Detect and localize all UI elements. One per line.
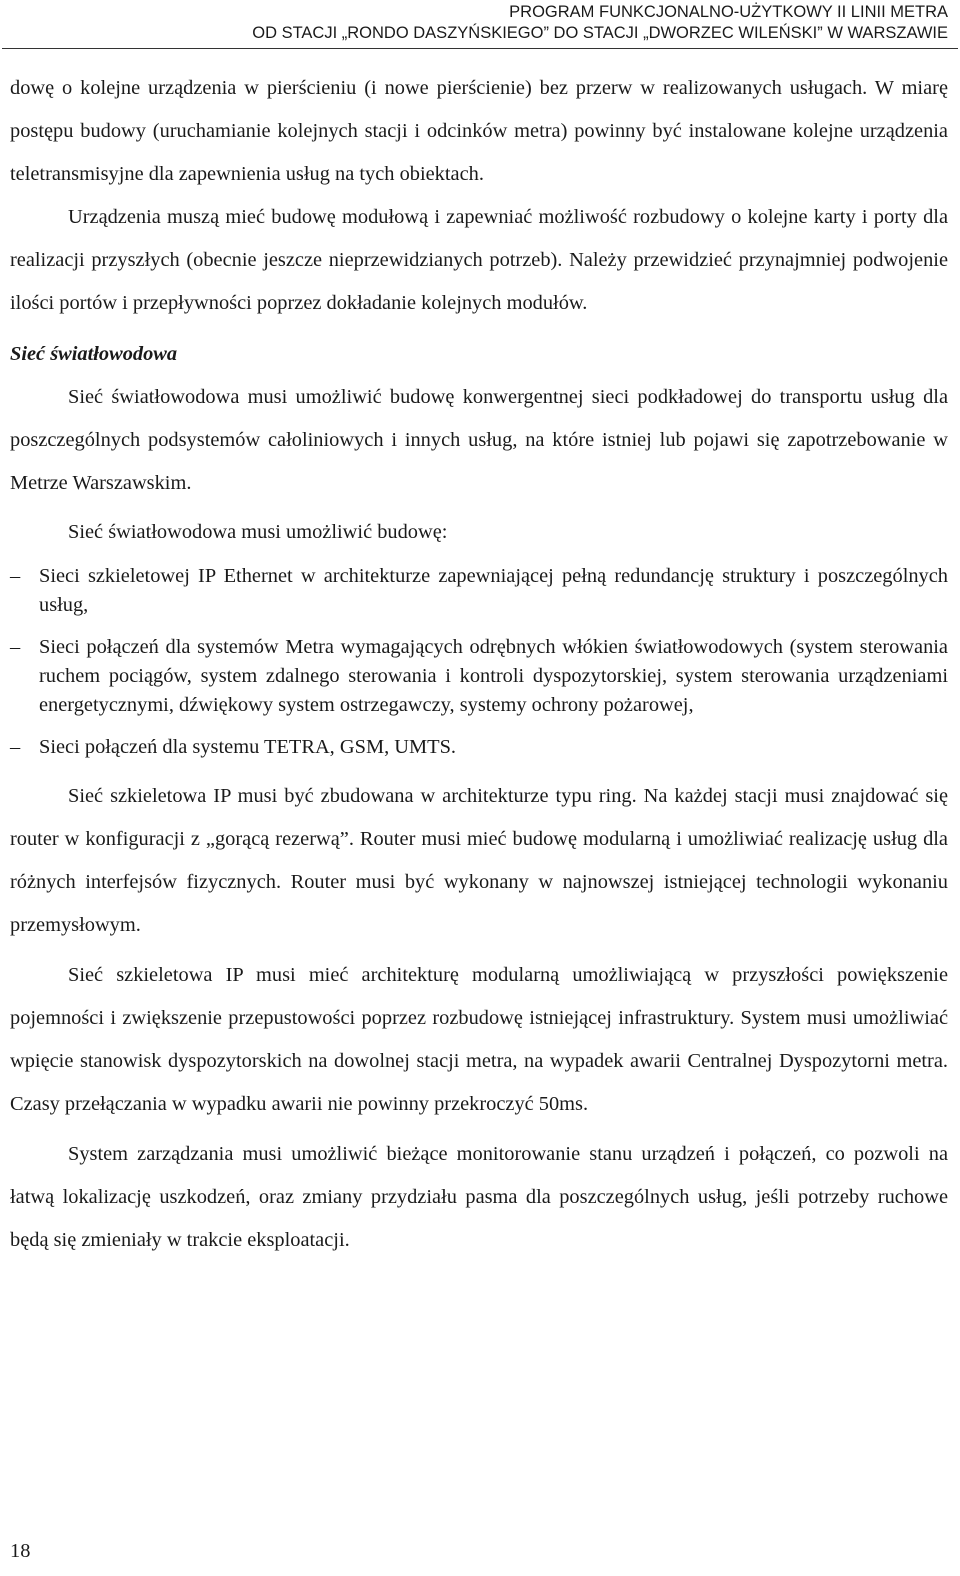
section-heading: Sieć światłowodowa <box>10 343 178 365</box>
bullet-list <box>10 562 948 762</box>
paragraph-modular-architecture: Sieć szkieletowa IP musi mieć architekturę modularną umożliwiającą w przyszłości powiększenie pojemności i zwiększenie przepustowości poprzez rozbudowę istniejącej infrastruktury. System musi umożliwiać wpięcie stanowisk dyspozytorskich na dowolnej stacji metra, na wypadek awarii Centralnej Dyspozytorni metra. Czasy przełączania w wypadku awarii nie powinny przekroczyć 50ms. <box>10 964 948 1115</box>
header-line-2: OD STACJI „RONDO DASZYŃSKIEGO” DO STACJI „DWORZEC WILEŃSKI” W WARSZAWIE <box>252 24 948 42</box>
paragraph-continuation: dowę o kolejne urządzenia w pierścieniu (i nowe pierścienie) bez przerw w realizowanych usługach. W miarę postępu budowy (uruchamianie kolejnych stacji i odcinków metra) powinny być instalowane kolejne urządzenia teletransmisyjne dla zapewnienia usług na tych obiektach. <box>10 77 948 185</box>
running-header <box>252 2 948 44</box>
paragraph-ring-architecture: Sieć szkieletowa IP musi być zbudowana w architekturze typu ring. Na każdej stacji musi znajdować się router w konfiguracji z „gorącą rezerwą”. Router musi mieć budowę modularną i umożliwiać realizację usług dla różnych interfejsów fizycznych. Router musi być wykonany w najnowszej istniejącej technologii wykonaniu przemysłowym. <box>10 785 948 936</box>
header-line-1: PROGRAM FUNKCJONALNO-UŻYTKOWY II LINII METRA <box>509 3 948 21</box>
list-item-text: Sieci szkieletowej IP Ethernet w architekturze zapewniającej pełną redundancję struktury i poszczególnych usług, <box>39 565 948 616</box>
paragraph-fiber-network: Sieć światłowodowa musi umożliwić budowę konwergentnej sieci podkładowej do transportu usług dla poszczególnych podsystemów całoliniowych i innych usług, na które istniej lub pojawi się zapotrzebowanie w Metrze Warszawskim. <box>10 386 948 494</box>
header-divider <box>2 48 958 49</box>
list-item-text: Sieci połączeń dla systemu TETRA, GSM, UMTS. <box>39 736 457 758</box>
list-item-text: Sieci połączeń dla systemów Metra wymagających odrębnych włókien światłowodowych (system sterowania ruchem pociągów, system zdalnego sterowania i kontroli dyspozytorskiej, system sterowania urządzeniami energetycznymi, dźwiękowy system ostrzegawczy, systemy ochrony pożarowej, <box>39 636 948 716</box>
list-item <box>10 733 948 762</box>
list-item <box>10 562 948 620</box>
dash-bullet-icon: – <box>10 636 21 658</box>
dash-bullet-icon: – <box>10 736 21 758</box>
paragraph-fiber-intro: Sieć światłowodowa musi umożliwić budowę: <box>68 521 448 543</box>
page-number: 18 <box>10 1540 31 1562</box>
paragraph-modular-devices: Urządzenia muszą mieć budowę modułową i zapewniać możliwość rozbudowy o kolejne karty i porty dla realizacji przyszłych (obecnie jeszcze nieprzewidzianych potrzeb). Należy przewidzieć przynajmniej podwojenie ilości portów i przepływności poprzez dokładanie kolejnych modułów. <box>10 206 948 314</box>
list-item <box>10 633 948 720</box>
document-body <box>10 67 948 1262</box>
dash-bullet-icon: – <box>10 565 21 587</box>
paragraph-management-system: System zarządzania musi umożliwić bieżące monitorowanie stanu urządzeń i połączeń, co pozwoli na łatwą lokalizację uszkodzeń, oraz zmiany przydziału pasma dla poszczególnych usług, jeśli potrzeby ruchowe będą się zmieniały w trakcie eksploatacji. <box>10 1143 948 1251</box>
